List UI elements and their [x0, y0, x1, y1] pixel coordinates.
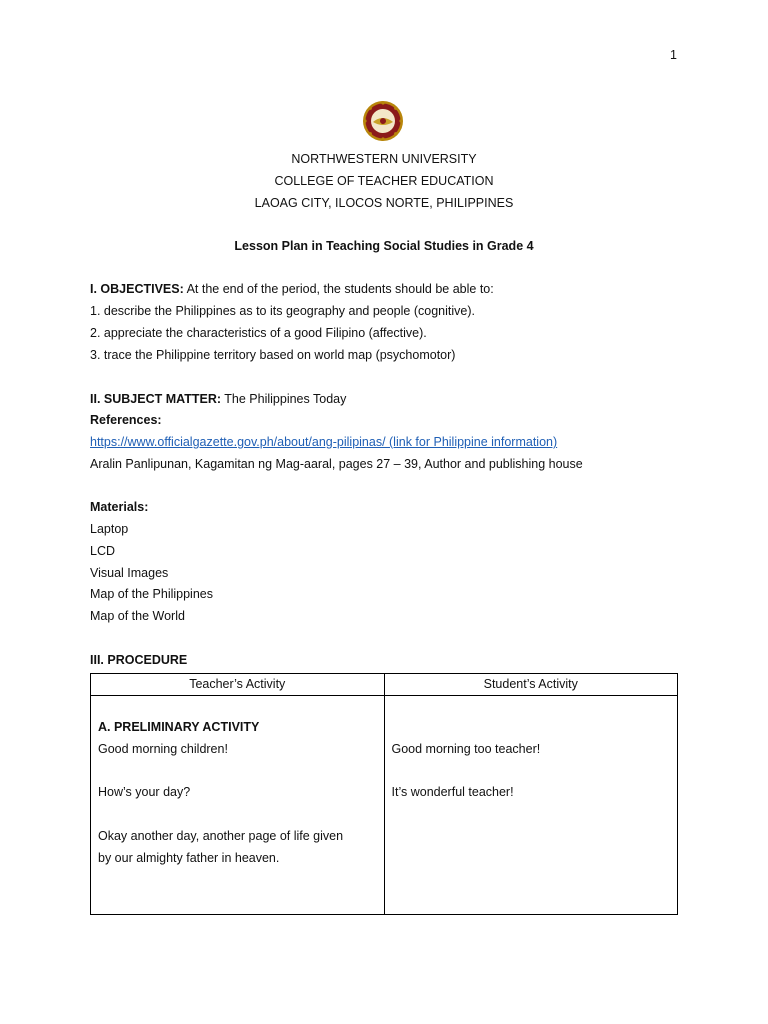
procedure-table	[90, 673, 678, 915]
subject-matter-value: The Philippines Today	[221, 392, 347, 406]
page-number: 1	[670, 48, 677, 62]
procedure-heading: III. PROCEDURE	[90, 653, 188, 667]
objectives-intro: At the end of the period, the students should be able to:	[183, 282, 494, 296]
teacher-activity-header: Teacher’s Activity	[91, 674, 385, 696]
objective-item: 2. appreciate the characteristics of a good Filipino (affective).	[90, 326, 427, 340]
objective-item: 3. trace the Philippine territory based on world map (psychomotor)	[90, 348, 456, 362]
objectives-line	[90, 282, 494, 296]
location: LAOAG CITY, ILOCOS NORTE, PHILIPPINES	[254, 196, 514, 210]
teacher-line: Good morning children!	[98, 742, 228, 756]
student-line: It’s wonderful teacher!	[391, 785, 514, 799]
student-activity-header: Student’s Activity	[384, 674, 678, 696]
references-label: References:	[90, 413, 162, 427]
teacher-line: How’s your day?	[98, 785, 191, 799]
table-header-row	[91, 674, 678, 696]
student-line: Good morning too teacher!	[391, 742, 541, 756]
preliminary-activity-heading: A. PRELIMINARY ACTIVITY	[98, 720, 260, 734]
objective-item: 1. describe the Philippines as to its geography and people (cognitive).	[90, 304, 475, 318]
table-row	[91, 696, 678, 915]
student-activity-cell	[384, 696, 678, 915]
university-seal-logo	[362, 100, 404, 142]
material-item: Map of the Philippines	[90, 587, 213, 601]
university-name: NORTHWESTERN UNIVERSITY	[291, 152, 477, 166]
teacher-line: Okay another day, another page of life given	[98, 829, 344, 843]
materials-label: Materials:	[90, 500, 149, 514]
teacher-line: by our almighty father in heaven.	[98, 851, 280, 865]
lesson-plan-title: Lesson Plan in Teaching Social Studies in Grade 4	[234, 239, 534, 253]
subject-matter-heading: II. SUBJECT MATTER:	[90, 392, 222, 406]
material-item: Laptop	[90, 522, 129, 536]
teacher-activity-cell	[91, 696, 385, 915]
material-item: LCD	[90, 544, 116, 558]
material-item: Visual Images	[90, 566, 169, 580]
reference-link[interactable]: https://www.officialgazette.gov.ph/about/ang-pilipinas/ (link for Philippine information)	[90, 435, 558, 449]
objectives-heading: I. OBJECTIVES:	[90, 282, 184, 296]
reference-book: Aralin Panlipunan, Kagamitan ng Mag-aaral, pages 27 – 39, Author and publishing house	[90, 457, 583, 471]
college-name: COLLEGE OF TEACHER EDUCATION	[274, 174, 494, 188]
subject-matter-line	[90, 392, 346, 406]
material-item: Map of the World	[90, 609, 185, 623]
